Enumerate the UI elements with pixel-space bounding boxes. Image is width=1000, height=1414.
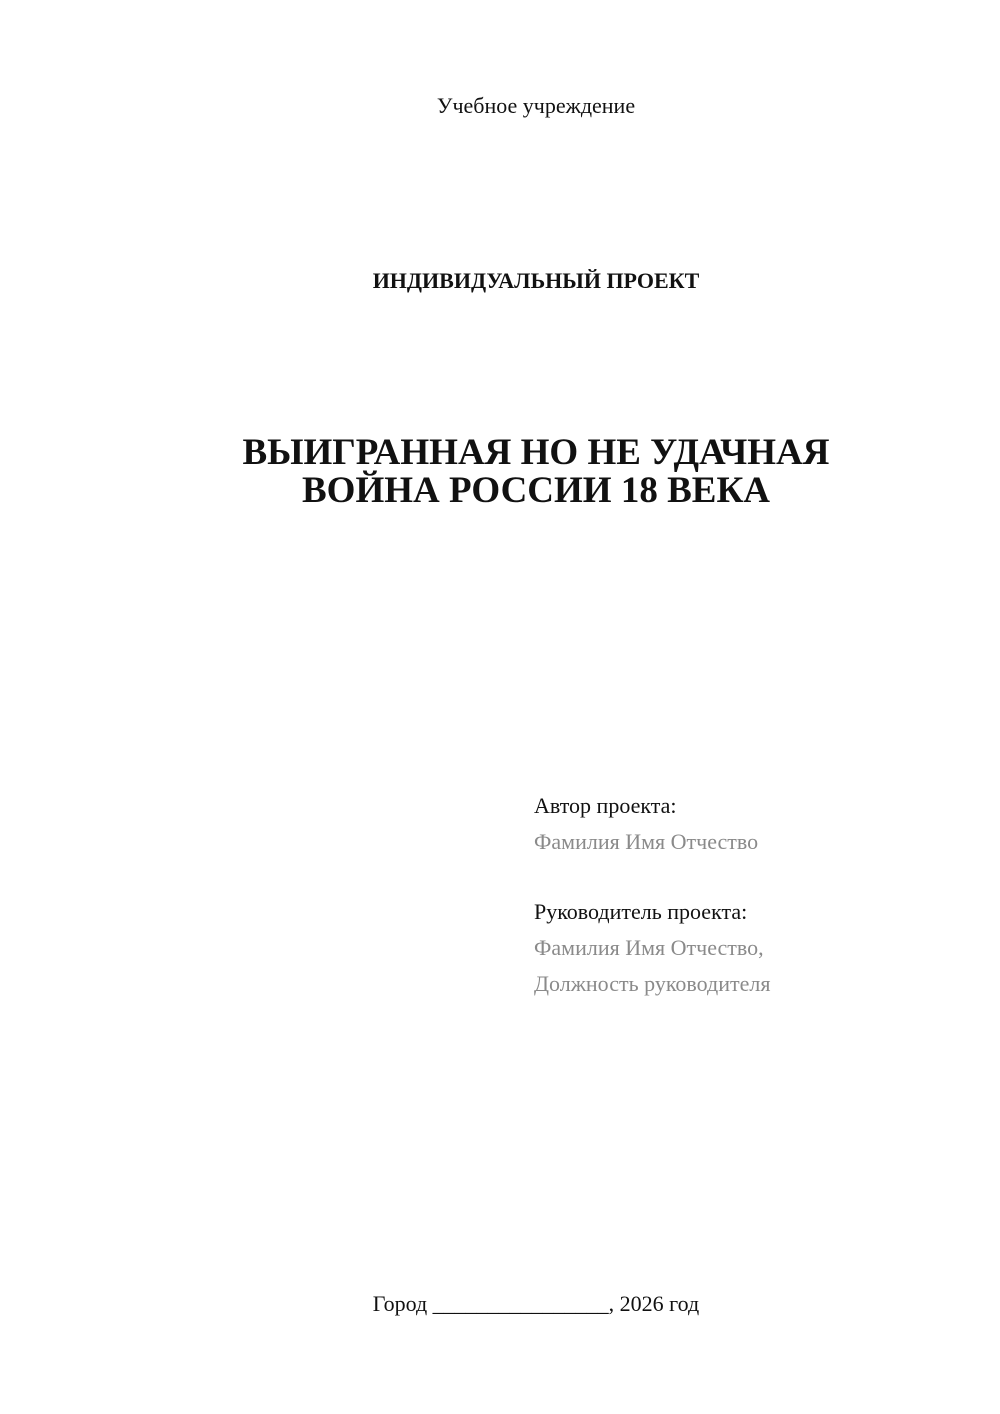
credits-block [534,788,770,1002]
project-title-line-1: ВЫИГРАННАЯ НО НЕ УДАЧНАЯ [242,432,830,473]
author-name: Фамилия Имя Отчество [534,829,759,854]
supervisor-position: Должность руководителя [534,971,771,996]
supervisor-label: Руководитель проекта: [534,899,748,924]
year-text: , 2026 год [608,1291,700,1316]
city-blank: ________________ [432,1291,609,1316]
supervisor-name: Фамилия Имя Отчество, [534,935,764,960]
project-title [0,434,1000,510]
city-label: Город [372,1291,428,1316]
project-title-line-2: ВОЙНА РОССИИ 18 ВЕКА [301,470,770,511]
institution-name: Учебное учреждение [436,93,636,118]
credits-spacer [534,860,770,894]
document-type: ИНДИВИДУАЛЬНЫЙ ПРОЕКТ [372,268,700,293]
city-year-line [0,1290,1000,1318]
author-label: Автор проекта: [534,793,677,818]
